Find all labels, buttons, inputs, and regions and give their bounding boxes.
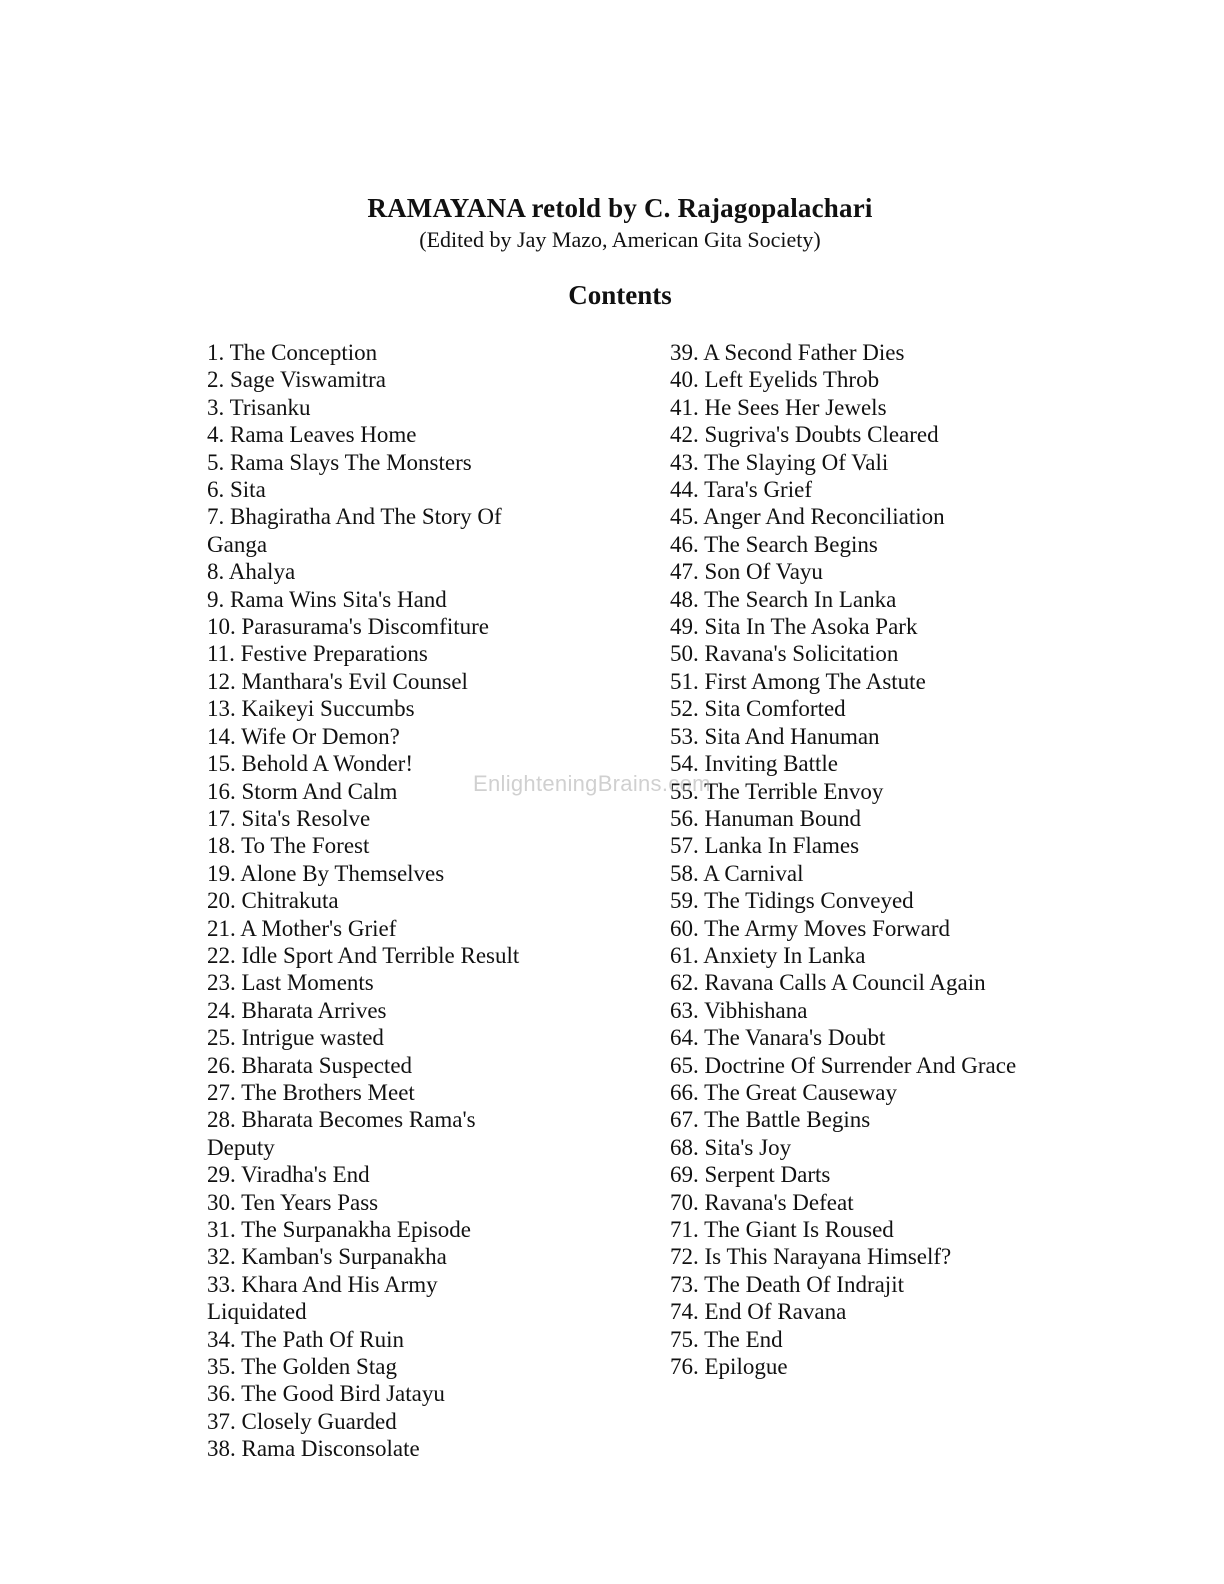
contents-list-left — [207, 339, 537, 1463]
contents-entry: 52. Sita Comforted — [670, 696, 846, 722]
contents-entry: 76. Epilogue — [670, 1354, 788, 1380]
contents-entry: 2. Sage Viswamitra — [207, 367, 386, 393]
contents-entry: 43. The Slaying Of Vali — [670, 449, 889, 475]
contents-entry: 69. Serpent Darts — [670, 1162, 831, 1188]
contents-entry: 19. Alone By Themselves — [207, 860, 445, 886]
contents-entry: 33. Khara And His Army Liquidated — [207, 1271, 438, 1325]
contents-entry: 25. Intrigue wasted — [207, 1025, 384, 1051]
contents-entry: 7. Bhagiratha And The Story Of Ganga — [207, 504, 502, 557]
contents-entry: 55. The Terrible Envoy — [670, 778, 884, 804]
contents-entry: 58. A Carnival — [670, 860, 804, 886]
contents-entry: 53. Sita And Hanuman — [670, 723, 880, 749]
contents-entry: 28. Bharata Becomes Rama's Deputy — [207, 1107, 476, 1160]
contents-entry: 67. The Battle Begins — [670, 1107, 871, 1133]
contents-entry: 54. Inviting Battle — [670, 751, 839, 777]
contents-entry: 35. The Golden Stag — [207, 1354, 397, 1380]
contents-entry: 47. Son Of Vayu — [670, 559, 823, 585]
watermark: EnlighteningBrains.com — [473, 771, 711, 796]
contents-entry: 73. The Death Of Indrajit — [670, 1271, 904, 1297]
contents-entry: 75. The End — [670, 1326, 783, 1352]
contents-entry: 11. Festive Preparations — [207, 641, 428, 667]
contents-entry: 18. To The Forest — [207, 833, 370, 859]
contents-entry: 29. Viradha's End — [207, 1162, 370, 1188]
contents-entry: 64. The Vanara's Doubt — [670, 1025, 886, 1051]
contents-list-right — [670, 339, 1090, 1380]
contents-entry: 15. Behold A Wonder! — [207, 751, 413, 777]
contents-entry: 38. Rama Disconsolate — [207, 1436, 420, 1462]
contents-entry: 48. The Search In Lanka — [670, 586, 897, 612]
contents-entry: 44. Tara's Grief — [670, 477, 812, 503]
contents-entry: 14. Wife Or Demon? — [207, 723, 400, 749]
contents-entry: 60. The Army Moves Forward — [670, 915, 951, 941]
contents-entry: 23. Last Moments — [207, 970, 374, 996]
contents-entry: 74. End Of Ravana — [670, 1299, 847, 1325]
contents-entry: 62. Ravana Calls A Council Again — [670, 970, 986, 996]
contents-entry: 12. Manthara's Evil Counsel — [207, 668, 468, 694]
contents-entry: 68. Sita's Joy — [670, 1134, 792, 1160]
contents-entry: 45. Anger And Reconciliation — [670, 504, 945, 530]
document-subtitle: (Edited by Jay Mazo, American Gita Society) — [419, 227, 821, 252]
contents-entry: 65. Doctrine Of Surrender And Grace — [670, 1052, 1017, 1078]
contents-entry: 9. Rama Wins Sita's Hand — [207, 586, 447, 612]
contents-entry: 22. Idle Sport And Terrible Result — [207, 942, 520, 968]
contents-entry: 41. He Sees Her Jewels — [670, 394, 887, 420]
contents-entry: 24. Bharata Arrives — [207, 997, 387, 1023]
contents-heading: Contents — [568, 280, 672, 310]
contents-entry: 10. Parasurama's Discomfiture — [207, 614, 489, 640]
contents-entry: 57. Lanka In Flames — [670, 833, 860, 859]
contents-entry: 16. Storm And Calm — [207, 778, 398, 804]
contents-entry: 26. Bharata Suspected — [207, 1052, 413, 1078]
contents-entry: 8. Ahalya — [207, 559, 296, 585]
contents-entry: 72. Is This Narayana Himself? — [670, 1244, 952, 1270]
contents-entry: 61. Anxiety In Lanka — [670, 942, 866, 968]
contents-entry: 66. The Great Causeway — [670, 1079, 897, 1105]
contents-entry: 20. Chitrakuta — [207, 888, 339, 914]
contents-entry: 4. Rama Leaves Home — [207, 422, 417, 448]
contents-entry: 34. The Path Of Ruin — [207, 1326, 404, 1352]
contents-entry: 31. The Surpanakha Episode — [207, 1217, 472, 1242]
contents-entry: 50. Ravana's Solicitation — [670, 641, 899, 667]
contents-entry: 6. Sita — [207, 477, 266, 503]
contents-entry: 1. The Conception — [207, 340, 378, 365]
contents-entry: 21. A Mother's Grief — [207, 915, 397, 941]
contents-entry: 42. Sugriva's Doubts Cleared — [670, 422, 939, 448]
contents-entry: 59. The Tidings Conveyed — [670, 888, 914, 914]
contents-entry: 13. Kaikeyi Succumbs — [207, 696, 415, 722]
contents-entry: 39. A Second Father Dies — [670, 340, 905, 365]
contents-entry: 49. Sita In The Asoka Park — [670, 614, 918, 640]
contents-entry: 56. Hanuman Bound — [670, 805, 862, 831]
contents-entry: 5. Rama Slays The Monsters — [207, 449, 472, 475]
contents-entry: 70. Ravana's Defeat — [670, 1189, 854, 1215]
contents-entry: 32. Kamban's Surpanakha — [207, 1244, 447, 1270]
contents-entry: 30. Ten Years Pass — [207, 1189, 379, 1215]
contents-entry: 40. Left Eyelids Throb — [670, 367, 880, 393]
contents-entry: 3. Trisanku — [207, 394, 311, 420]
contents-entry: 36. The Good Bird Jatayu — [207, 1381, 445, 1407]
contents-entry: 17. Sita's Resolve — [207, 805, 371, 831]
document-title: RAMAYANA retold by C. Rajagopalachari — [367, 193, 873, 223]
contents-entry: 46. The Search Begins — [670, 531, 878, 557]
contents-entry: 37. Closely Guarded — [207, 1408, 397, 1434]
contents-entry: 71. The Giant Is Roused — [670, 1217, 894, 1242]
contents-entry: 27. The Brothers Meet — [207, 1079, 415, 1105]
contents-entry: 63. Vibhishana — [670, 997, 808, 1023]
contents-entry: 51. First Among The Astute — [670, 668, 926, 694]
